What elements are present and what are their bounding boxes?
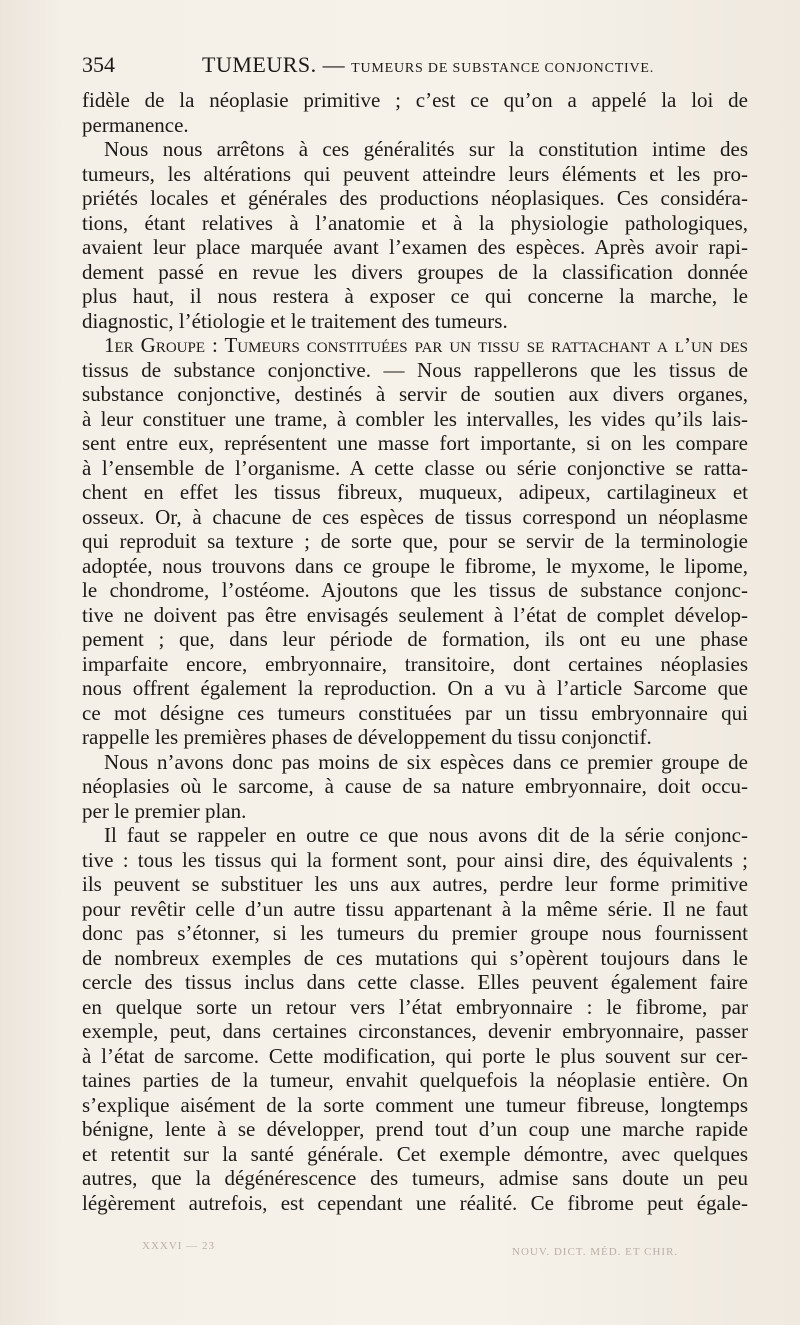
text-line: bénigne, lente à se développer, prend tout d’un coup une marche rapide	[82, 1117, 748, 1141]
text-line: per le premier plan.	[82, 798, 247, 823]
footer-signature: XXXVI — 23	[142, 1240, 215, 1252]
text-line: tissus de substance conjonctive. — Nous rappellerons que les tissus de	[82, 357, 748, 382]
header-subtitle: TUMEURS DE SUBSTANCE CONJONCTIVE.	[351, 61, 655, 76]
text-line: le chondrome, l’ostéome. Ajoutons que les tissus de substance conjonc-	[82, 578, 748, 602]
running-title	[202, 52, 654, 78]
text-line: substance conjonctive, destinés à servir de soutien aux divers organes,	[82, 382, 748, 406]
text-line: imparfaite encore, embryonnaire, transitoire, dont certaines néoplasies	[82, 651, 748, 676]
text-line: chent en effet les tissus fibreux, muqueux, adipeux, cartilagineux et	[82, 480, 748, 504]
text-line: fidèle de la néoplasie primitive ; c’est ce qu’on a appelé la loi de	[82, 88, 748, 112]
body-text	[82, 88, 748, 1215]
text-line: Il faut se rappeler en outre ce que nous avons dit de la série conjonc-	[104, 823, 748, 847]
text-line: et retentit sur la santé générale. Cet exemple démontre, avec quelques	[82, 1141, 748, 1166]
header-separator: —	[322, 52, 346, 77]
page-number: 354	[82, 52, 115, 77]
text-line: Nous nous arrêtons à ces généralités sur la constitution intime des	[104, 137, 748, 161]
text-line: tive : tous les tissus qui la forment sont, pour ainsi dire, des équivalents ;	[82, 847, 748, 872]
text-line: tions, étant relatives à l’anatomie et à la physiologie pathologiques,	[82, 210, 748, 235]
text-line: qui reproduit sa texture ; de sorte que, pour se servir de la terminologie	[82, 529, 748, 553]
text-line: à l’ensemble de l’organisme. A cette classe ou série conjonctive se ratta-	[82, 455, 748, 480]
text-line: pement ; que, dans leur période de formation, ils ont eu une phase	[82, 627, 748, 651]
text-line: permanence.	[82, 112, 189, 137]
running-header	[82, 52, 748, 84]
text-line: diagnostic, l’étiologie et le traitement des tumeurs.	[82, 308, 508, 333]
text-line: osseux. Or, à chacune de ces espèces de tissus correspond un néoplasme	[82, 504, 748, 529]
text-line: en quelque sorte un retour vers l’état embryonnaire : le fibrome, par	[82, 994, 748, 1019]
text-line: avaient leur place marquée avant l’examen des espèces. Après avoir rapi-	[82, 235, 748, 259]
footer-publication: NOUV. DICT. MÉD. ET CHIR.	[512, 1246, 679, 1258]
text-line: 1er Groupe : Tumeurs constituées par un tissu se rattachant a l’un des	[104, 333, 748, 357]
text-line: à leur constituer une trame, à combler les intervalles, les vides qu’ils lais-	[82, 406, 748, 431]
text-line: autres, que la dégénérescence des tumeurs, admise sans doute un peu	[82, 1166, 748, 1190]
text-line: à l’état de sarcome. Cette modification, qui porte le plus souvent sur cer-	[82, 1043, 748, 1068]
text-line: nous offrent également la reproduction. On a vu à l’article Sarcome que	[82, 676, 748, 700]
text-line: rappelle les premières phases de développement du tissu conjonctif.	[82, 725, 652, 749]
header-title: TUMEURS.	[202, 52, 317, 77]
text-line: ce mot désigne ces tumeurs constituées par un tissu embryonnaire qui	[82, 700, 748, 725]
text-line: légèrement autrefois, est cependant une réalité. Ce fibrome peut égale-	[82, 1190, 748, 1215]
text-line: ils peuvent se substituer les uns aux autres, perdre leur forme primitive	[82, 872, 748, 896]
text-line: sent entre eux, représentent une masse fort importante, si on les compare	[82, 431, 748, 455]
text-line: pour revêtir celle d’un autre tissu appartenant à la même série. Il ne faut	[82, 896, 748, 921]
text-line: néoplasies où le sarcome, à cause de sa nature embryonnaire, doit occu-	[82, 774, 748, 798]
text-line: exemple, peut, dans certaines circonstances, devenir embryonnaire, passer	[82, 1019, 748, 1043]
text-line: taines parties de la tumeur, envahit quelquefois la néoplasie entière. On	[82, 1068, 748, 1092]
text-line: adoptée, nous trouvons dans ce groupe le fibrome, le myxome, le lipome,	[82, 553, 748, 578]
text-line: Nous n’avons donc pas moins de six espèces dans ce premier groupe de	[104, 749, 748, 774]
text-line: dement passé en revue les divers groupes de la classification donnée	[82, 259, 748, 284]
text-line: tumeurs, les altérations qui peuvent atteindre leurs éléments et les pro-	[82, 161, 748, 186]
text-line: plus haut, il nous restera à exposer ce qui concerne la marche, le	[82, 284, 748, 308]
text-line: cercle des tissus inclus dans cette classe. Elles peuvent également faire	[82, 970, 748, 994]
text-line: priétés locales et générales des productions néoplasiques. Ces considéra-	[82, 186, 748, 210]
text-line: de nombreux exemples de ces mutations qui s’opèrent toujours dans le	[82, 945, 748, 970]
text-line: donc pas s’étonner, si les tumeurs du premier groupe nous fournissent	[82, 921, 748, 945]
text-line: tive ne doivent pas être envisagés seulement à l’état de complet dévelop-	[82, 602, 748, 627]
text-line: s’explique aisément de la sorte comment une tumeur fibreuse, longtemps	[82, 1092, 748, 1117]
